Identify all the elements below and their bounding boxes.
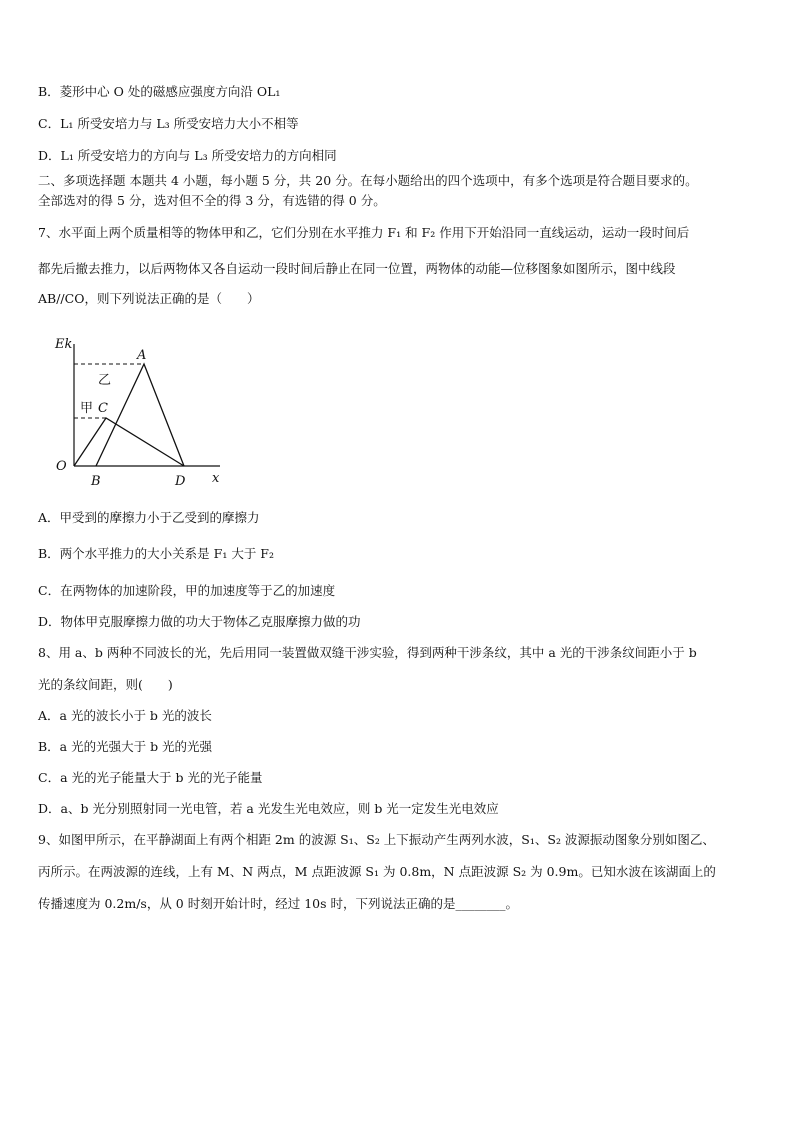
q7-stem-line2: 都先后撤去推力，以后两物体又各自运动一段时间后静止在同一位置，两物体的动能—位移图象如图所示，图中线段 <box>38 261 676 276</box>
q7-stem-line1: 7、水平面上两个质量相等的物体甲和乙，它们分别在水平推力 F₁ 和 F₂ 作用下开始沿同一直线运动，运动一段时间后 <box>38 225 690 240</box>
q8-stem-line2: 光的条纹间距，则( ) <box>38 677 173 692</box>
q7-option-a: A．甲受到的摩擦力小于乙受到的摩擦力 <box>38 510 260 525</box>
section-scoring: 全部选对的得 5 分，选对但不全的得 3 分，有选错的得 0 分。 <box>38 193 386 208</box>
q9-stem-line3: 传播速度为 0.2m/s，从 0 时刻开始计时，经过 10s 时，下列说法正确的是________。 <box>38 896 518 911</box>
q7-ek-x-graph <box>52 332 232 492</box>
jia-label: 甲 <box>80 401 94 416</box>
yi-label: 乙 <box>98 373 112 388</box>
q7-option-d: D．物体甲克服摩擦力做的功大于物体乙克服摩擦力做的功 <box>38 614 361 629</box>
q8-option-d: D．a、b 光分别照射同一光电管，若 a 光发生光电效应，则 b 光一定发生光电效应 <box>38 801 499 816</box>
q8-option-a: A．a 光的波长小于 b 光的波长 <box>38 708 212 723</box>
point-d-label: D <box>175 474 186 489</box>
point-c-label: C <box>98 401 108 416</box>
q9-stem-line1: 9、如图甲所示，在平静湖面上有两个相距 2m 的波源 S₁、S₂ 上下振动产生两列水波，S₁、S₂ 波源振动图象分别如图乙、 <box>38 832 715 847</box>
point-b-label: B <box>91 474 101 489</box>
q8-option-b: B．a 光的光强大于 b 光的光强 <box>38 739 213 754</box>
y-axis-label: Ek <box>55 337 73 352</box>
option-c-q6: C．L₁ 所受安培力与 L₃ 所受安培力大小不相等 <box>38 116 299 131</box>
q8-stem-line1: 8、用 a、b 两种不同波长的光，先后用同一装置做双缝干涉实验，得到两种干涉条纹，其中 a 光的干涉条纹间距小于 b <box>38 645 697 660</box>
q8-option-c: C．a 光的光子能量大于 b 光的光子能量 <box>38 770 263 785</box>
q7-option-b: B．两个水平推力的大小关系是 F₁ 大于 F₂ <box>38 546 274 561</box>
q9-stem-line2: 丙所示。在两波源的连线，上有 M、N 两点，M 点距波源 S₁ 为 0.8m，N 点距波源 S₂ 为 0.9m。已知水波在该湖面上的 <box>38 864 716 879</box>
point-a-label: A <box>137 348 147 363</box>
q7-option-c: C．在两物体的加速阶段，甲的加速度等于乙的加速度 <box>38 583 336 598</box>
option-b-q6: B．菱形中心 O 处的磁感应强度方向沿 OL₁ <box>38 84 281 99</box>
origin-label: O <box>56 459 67 474</box>
x-axis-label: x <box>212 471 220 486</box>
section-heading: 二、多项选择题 本题共 4 小题，每小题 5 分，共 20 分。在每小题给出的四个选项中，有多个选项是符合题目要求的。 <box>38 173 698 188</box>
option-d-q6: D．L₁ 所受安培力的方向与 L₃ 所受安培力的方向相同 <box>38 148 337 163</box>
q7-stem-line3: AB//CO，则下列说法正确的是（ ） <box>38 291 260 306</box>
